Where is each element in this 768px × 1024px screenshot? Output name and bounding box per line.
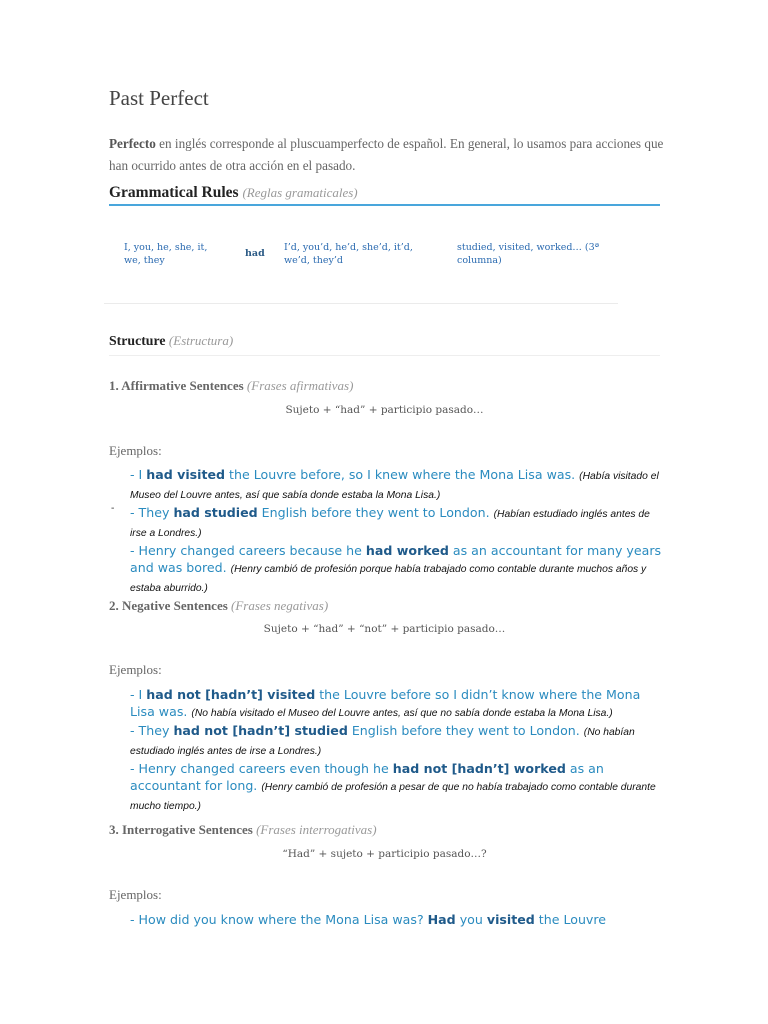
rules-participle: studied, visited, worked… (3ª columna)	[457, 242, 600, 266]
intro-bold-term: Perfecto	[109, 136, 156, 151]
affirmative-heading-en: 1. Affirmative Sentences	[109, 378, 244, 393]
list-item: - They had not [hadn’t] studied English before they went to London. (No habían estudiado inglés antes de irse a Londres.)	[130, 723, 635, 757]
affirmative-formula: Sujeto + “had” + participio pasado…	[285, 404, 484, 416]
negative-examples	[130, 686, 665, 815]
list-item: - I had not [hadn’t] visited the Louvre before so I didn’t know where the Mona Lisa was. (No había visitado el Museo del Louvre antes, así que no sabía donde estaba la Mona Lisa.)	[130, 687, 641, 719]
structure-heading-en: Structure	[109, 333, 166, 348]
negative-examples-label: Ejemplos:	[109, 662, 162, 677]
affirmative-heading-es: (Frases afirmativas)	[246, 378, 354, 393]
rules-subjects: I, you, he, she, it, we, they	[124, 242, 208, 266]
rules-heading-es: (Reglas gramaticales)	[242, 185, 358, 200]
interrogative-examples-label: Ejemplos:	[109, 887, 162, 902]
intro-paragraph	[109, 133, 669, 177]
rules-contractions: I’d, you’d, he’d, she’d, it’d, we’d, they’d	[284, 242, 413, 266]
negative-formula: Sujeto + “had” + “not” + participio pasado…	[263, 623, 506, 635]
rules-divider	[104, 303, 618, 304]
rules-aux: had	[245, 248, 265, 259]
interrogative-examples	[130, 911, 665, 928]
negative-heading-es: (Frases negativas)	[231, 598, 329, 613]
interrogative-heading-en: 3. Interrogative Sentences	[109, 822, 253, 837]
interrogative-heading-es: (Frases interrogativas)	[256, 822, 377, 837]
list-item: - How did you know where the Mona Lisa was? Had you visited the Louvre	[130, 912, 607, 927]
list-item: - Henry changed careers because he had worked as an accountant for many years and was bored. (Henry cambió de profesión porque había trabajado como contable durante muchos años y estaba aburrido.)	[130, 543, 662, 594]
list-item: - They had studied English before they went to London. (Habían estudiado inglés antes de irse a Londres.)	[130, 505, 650, 539]
list-item: - I had visited the Louvre before, so I knew where the Mona Lisa was. (Había visitado el Museo del Louvre antes, así que sabía donde estaba la Mona Lisa.)	[130, 467, 659, 501]
affirmative-examples	[130, 466, 665, 597]
negative-heading	[109, 598, 328, 614]
intro-text: en inglés corresponde al pluscuamperfecto de español. En general, lo usamos para acciones que han ocurrido antes de otra acción en el pasado.	[109, 136, 664, 173]
affirmative-heading	[109, 378, 353, 394]
rules-heading	[109, 184, 660, 206]
affirmative-examples-label: Ejemplos:	[109, 443, 162, 458]
rules-heading-en: Grammatical Rules	[109, 184, 239, 201]
interrogative-heading	[109, 822, 377, 838]
page-title: Past Perfect	[109, 86, 209, 110]
negative-heading-en: 2. Negative Sentences	[109, 598, 228, 613]
structure-heading-es: (Estructura)	[168, 333, 234, 348]
stray-mark: -	[111, 503, 115, 514]
interrogative-formula: “Had” + sujeto + participio pasado…?	[282, 848, 487, 860]
structure-heading	[109, 333, 660, 356]
list-item: - Henry changed careers even though he had not [hadn’t] worked as an accountant for long. (Henry cambió de profesión a pesar de que no había trabajado como contable durante mucho tiempo.)	[130, 761, 656, 812]
